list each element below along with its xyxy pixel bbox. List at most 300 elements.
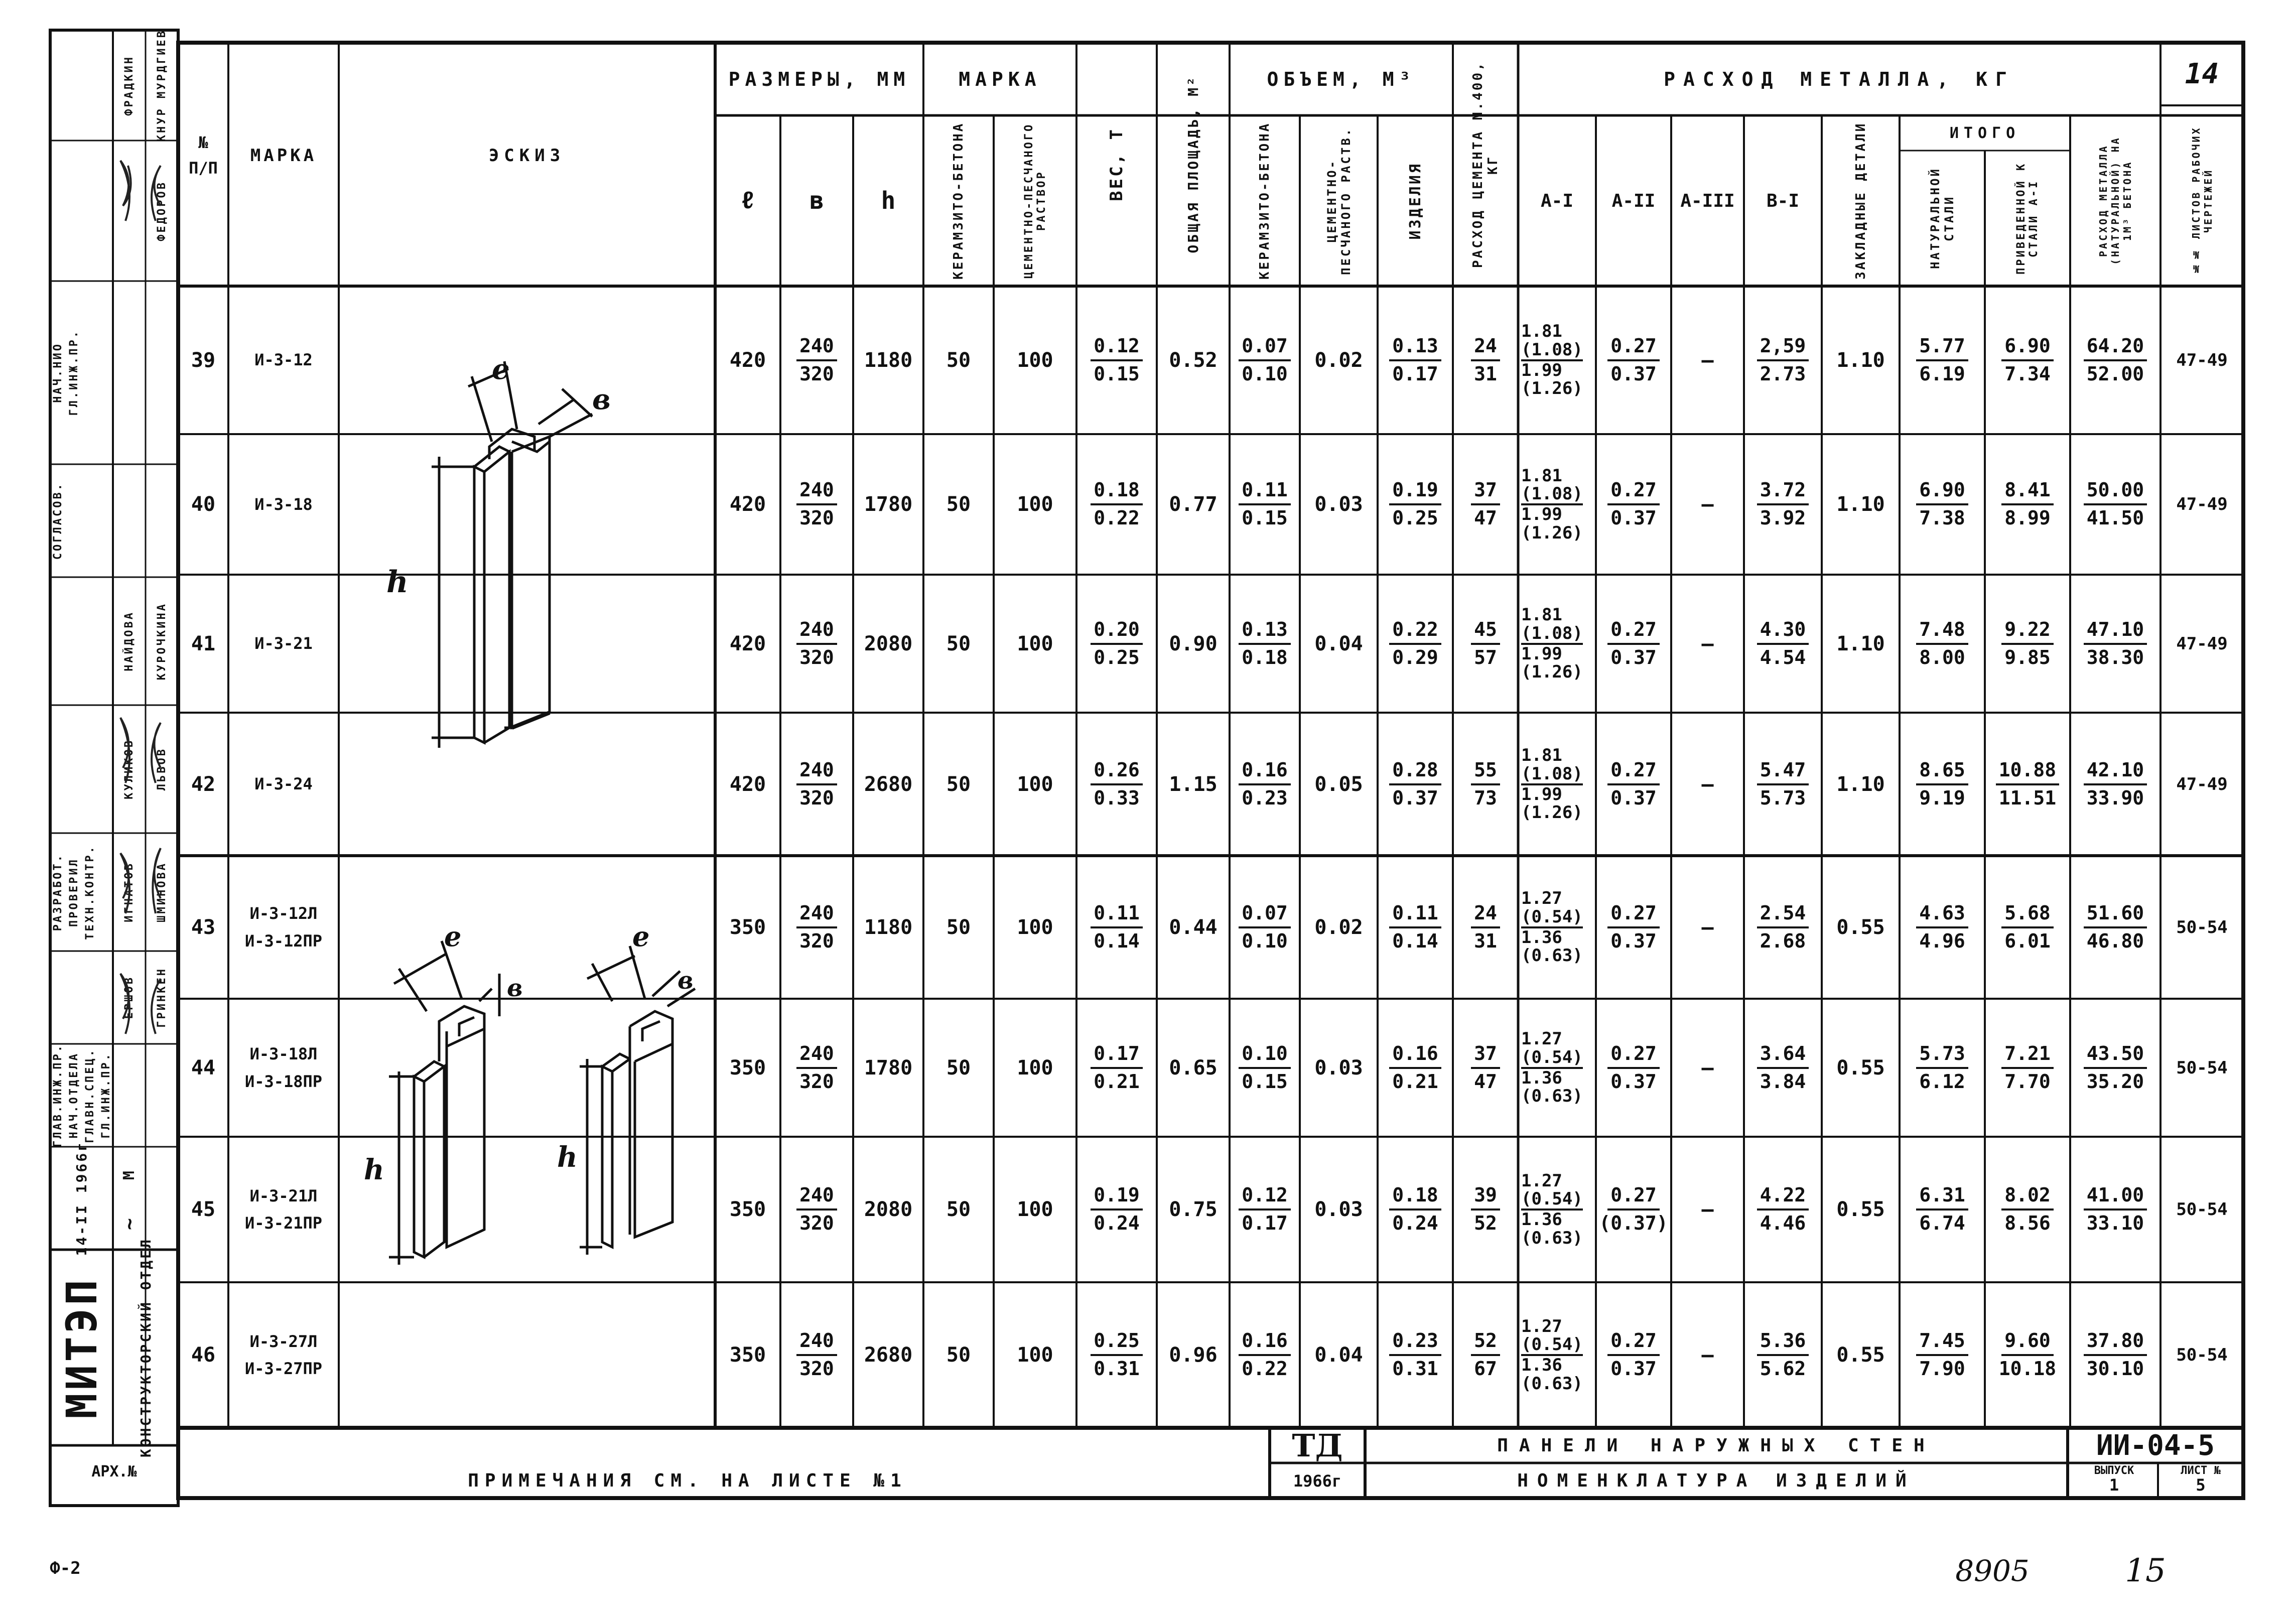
row-vol-izdelia-fraction: [1389, 619, 1441, 668]
row-marka: [228, 999, 339, 1137]
row-width: [780, 713, 853, 856]
row-length-text: 350: [729, 1056, 766, 1080]
row-sheets: [2160, 286, 2243, 434]
row-steel-a1-stack: [1518, 606, 1583, 682]
sketch-label-e: e: [444, 920, 462, 953]
row-total-natural: [1900, 286, 1985, 434]
row-vol-keramzit-numerator: 0.07: [1239, 335, 1291, 361]
row-vol-izdelia-fraction: [1389, 1043, 1441, 1093]
row-total-natural-numerator: 6.31: [1916, 1184, 1968, 1211]
row-total-reduced-fraction: [2001, 902, 2054, 952]
row-steel-a2: [1596, 575, 1671, 713]
org-mark-m: М: [120, 1168, 138, 1180]
row-keramzit-grade-text: 50: [946, 772, 971, 796]
row-sheets-text: 50-54: [2176, 1057, 2228, 1078]
row-steel-a1-value: (1.08): [1521, 341, 1583, 361]
row-vol-cement: [1300, 713, 1378, 856]
row-sheets-text: 47-49: [2176, 350, 2228, 370]
row-weight: [1076, 713, 1157, 856]
row-total-natural-fraction: [1916, 479, 1968, 529]
row-total-reduced-fraction: [1996, 759, 2059, 809]
row-width-numerator: 240: [796, 619, 837, 645]
row-steel-a2-fraction: [1607, 479, 1660, 529]
sheet-code: ИИ-04-5: [2096, 1429, 2215, 1462]
row-embedded-parts-text: 0.55: [1836, 915, 1885, 939]
sidebar-label: РАЗРАБОТ.: [51, 853, 64, 931]
row-vol-izdelia: [1378, 434, 1453, 575]
row-cement-use-denominator: 47: [1474, 1070, 1497, 1093]
row-weight: [1076, 1137, 1157, 1282]
row-weight-numerator: 0.11: [1091, 902, 1143, 928]
row-number-text: 44: [191, 1056, 216, 1080]
row-area-text: 0.75: [1169, 1198, 1218, 1221]
row-cement-use: [1453, 434, 1518, 575]
row-area-text: 0.96: [1169, 1343, 1218, 1367]
list-value: 5: [2196, 1475, 2206, 1495]
row-steel-a2: [1596, 856, 1671, 999]
row-weight: [1076, 999, 1157, 1137]
row-steel-a1: [1518, 286, 1596, 434]
panel-sketch-corner: [339, 856, 715, 1428]
org-department: КОНСТРУКТОРСКИЙ ОТДЕЛ: [137, 1238, 154, 1458]
row-embedded-parts: [1822, 434, 1900, 575]
row-steel-a1: [1518, 856, 1596, 999]
row-vol-izdelia-denominator: 0.37: [1392, 786, 1438, 809]
row-keramzit-grade: [923, 1282, 994, 1428]
row-total-reduced-denominator: 11.51: [1998, 786, 2057, 809]
row-weight-fraction: [1091, 759, 1143, 809]
row-weight: [1076, 856, 1157, 999]
row-vol-keramzit-fraction: [1239, 902, 1291, 952]
row-total-natural-denominator: 6.74: [1919, 1212, 1965, 1234]
row-steel-a1-value: 1.81: [1521, 605, 1562, 625]
row-number: [178, 1282, 228, 1428]
row-total-natural: [1900, 434, 1985, 575]
row-total-reduced-fraction: [1999, 1330, 2056, 1380]
row-steel-a1: [1518, 1282, 1596, 1428]
row-total-natural-numerator: 7.48: [1916, 619, 1968, 645]
row-total-natural-denominator: 4.96: [1919, 929, 1965, 952]
row-keramzit-grade-text: 50: [946, 1343, 971, 1367]
row-weight-denominator: 0.24: [1094, 1212, 1140, 1234]
row-height-text: 2080: [864, 632, 913, 655]
row-cement-use: [1453, 999, 1518, 1137]
row-length: [715, 1282, 780, 1428]
row-steel-a1-value: (1.08): [1521, 765, 1583, 785]
row-vol-cement: [1300, 575, 1378, 713]
row-vol-izdelia-numerator: 0.18: [1389, 1184, 1441, 1211]
row-width: [780, 575, 853, 713]
row-height-text: 1180: [864, 348, 913, 372]
row-width-fraction: [796, 759, 837, 809]
vypusk-value: 1: [2109, 1475, 2119, 1495]
row-steel-a2: [1596, 434, 1671, 575]
row-length: [715, 1137, 780, 1282]
row-width-denominator: 320: [799, 1358, 834, 1380]
row-vol-cement-text: 0.04: [1314, 632, 1363, 655]
row-steel-a2-fraction: [1607, 1330, 1660, 1380]
row-steel-v1: [1744, 1137, 1822, 1282]
row-width-denominator: 320: [799, 362, 834, 385]
row-area-text: 0.44: [1169, 915, 1218, 939]
row-width-numerator: 240: [796, 1043, 837, 1069]
row-cement-use-fraction: [1471, 619, 1500, 668]
title-year: 1966г: [1293, 1471, 1342, 1491]
row-weight-fraction: [1091, 902, 1143, 952]
row-steel-a1-value: 1.81: [1521, 321, 1562, 342]
row-steel-per-m3: [2070, 856, 2160, 999]
row-steel-per-m3-numerator: 42.10: [2084, 759, 2147, 785]
row-keramzit-grade-text: 50: [946, 1056, 971, 1080]
row-vol-keramzit-numerator: 0.11: [1239, 479, 1291, 505]
row-total-natural-fraction: [1916, 335, 1968, 385]
row-total-natural: [1900, 999, 1985, 1137]
row-marka-text: И-3-12Л: [249, 904, 318, 923]
row-vol-izdelia-fraction: [1389, 335, 1441, 385]
row-vol-izdelia-numerator: 0.23: [1389, 1330, 1441, 1356]
row-steel-a3-text: —: [1701, 493, 1714, 516]
row-cement-grade: [994, 999, 1076, 1137]
handwritten-page: 15: [2125, 1552, 2166, 1589]
row-weight-fraction: [1091, 479, 1143, 529]
row-steel-a1-value: (1.26): [1521, 522, 1583, 543]
header-obem-cement: ЦЕМЕНТНО-ПЕСЧАНОГО РАСТВ.: [1324, 126, 1353, 275]
row-width-fraction: [796, 479, 837, 529]
row-cement-grade: [994, 434, 1076, 575]
row-vol-izdelia-fraction: [1389, 759, 1441, 809]
row-steel-a1-value: 1.99: [1521, 784, 1562, 804]
list-label: ЛИСТ №: [2181, 1464, 2221, 1477]
row-sheets: [2160, 1137, 2243, 1282]
row-weight-fraction: [1091, 335, 1143, 385]
row-number-text: 46: [191, 1343, 216, 1367]
row-vol-keramzit-numerator: 0.12: [1239, 1184, 1291, 1211]
row-cement-grade-text: 100: [1017, 1056, 1053, 1080]
row-steel-per-m3-fraction: [2084, 902, 2147, 952]
row-vol-keramzit-denominator: 0.15: [1242, 1070, 1288, 1093]
row-steel-a2-denominator: 0.37: [1610, 929, 1657, 952]
archive-label: АРХ.№: [91, 1463, 137, 1481]
row-vol-izdelia: [1378, 286, 1453, 434]
row-area-text: 0.52: [1169, 348, 1218, 372]
row-steel-a2-denominator: 0.37: [1610, 786, 1657, 809]
row-vol-cement: [1300, 434, 1378, 575]
row-steel-a2-fraction: [1607, 619, 1660, 668]
header-privedeno: ПРИВЕДЕННОЙ К СТАЛИ А-I: [2015, 162, 2040, 275]
row-vol-izdelia-numerator: 0.28: [1389, 759, 1441, 785]
row-embedded-parts: [1822, 999, 1900, 1137]
row-steel-a1-value: 1.81: [1521, 465, 1562, 486]
row-steel-a1-value: (0.63): [1521, 1373, 1583, 1394]
row-height: [853, 713, 923, 856]
row-vol-keramzit-denominator: 0.10: [1242, 929, 1288, 952]
row-steel-per-m3-numerator: 51.60: [2084, 902, 2147, 928]
row-total-reduced: [1985, 1137, 2070, 1282]
row-steel-a3: [1671, 434, 1744, 575]
row-cement-use-fraction: [1471, 902, 1500, 952]
row-cement-use-numerator: 24: [1471, 335, 1500, 361]
row-total-reduced: [1985, 434, 2070, 575]
row-steel-per-m3: [2070, 434, 2160, 575]
row-vol-keramzit-numerator: 0.16: [1239, 759, 1291, 785]
sidebar-name: КУРОЧКИНА: [156, 602, 168, 681]
row-marka-text: И-3-12ПР: [244, 931, 323, 951]
row-total-natural-denominator: 9.19: [1919, 786, 1965, 809]
row-weight: [1076, 434, 1157, 575]
org-name: МИТЭП: [57, 1276, 106, 1419]
row-steel-per-m3-denominator: 41.50: [2086, 507, 2144, 529]
row-vol-cement-text: 0.02: [1314, 348, 1363, 372]
row-vol-keramzit: [1230, 1282, 1300, 1428]
sidebar-label: ГЛАВ.ИНЖ.ПР.: [51, 1043, 64, 1147]
row-total-natural-denominator: 7.38: [1919, 507, 1965, 529]
row-marka: [228, 434, 339, 575]
row-vol-izdelia-denominator: 0.31: [1392, 1358, 1438, 1380]
row-weight-numerator: 0.25: [1091, 1330, 1143, 1356]
row-cement-use-numerator: 24: [1471, 902, 1500, 928]
row-steel-v1-fraction: [1757, 1330, 1809, 1380]
row-marka-text: И-3-21Л: [249, 1186, 318, 1205]
row-embedded-parts: [1822, 575, 1900, 713]
row-total-natural: [1900, 713, 1985, 856]
row-cement-grade: [994, 575, 1076, 713]
row-embedded-parts-text: 0.55: [1836, 1056, 1885, 1080]
row-steel-v1-numerator: 5.47: [1757, 759, 1809, 785]
row-total-natural-fraction: [1916, 1330, 1968, 1380]
row-steel-per-m3: [2070, 286, 2160, 434]
row-number: [178, 713, 228, 856]
row-steel-per-m3-denominator: 35.20: [2086, 1070, 2144, 1093]
row-marka-text: И-3-27Л: [249, 1331, 318, 1351]
row-height-text: 2680: [864, 772, 913, 796]
row-steel-a2: [1596, 286, 1671, 434]
header-zaklad: ЗАКЛАДНЫЕ ДЕТАЛИ: [1853, 121, 1868, 280]
row-vol-cement: [1300, 1137, 1378, 1282]
row-vol-keramzit: [1230, 713, 1300, 856]
row-area: [1157, 575, 1230, 713]
header-ves: ВЕС, Т: [1107, 127, 1127, 201]
row-width-numerator: 240: [796, 902, 837, 928]
row-width-numerator: 240: [796, 479, 837, 505]
row-vol-keramzit-denominator: 0.18: [1242, 646, 1288, 668]
row-vol-keramzit-numerator: 0.13: [1239, 619, 1291, 645]
row-total-reduced-denominator: 8.99: [2004, 507, 2051, 529]
sidebar-top-label: КНУР МУРДГИЕВ: [156, 29, 168, 142]
row-steel-v1-denominator: 2.73: [1760, 362, 1806, 385]
row-weight-fraction: [1091, 1330, 1143, 1380]
org-mark-tilde: ~: [117, 1216, 141, 1231]
row-steel-per-m3-fraction: [2084, 759, 2147, 809]
row-vol-keramzit-fraction: [1239, 1043, 1291, 1093]
row-steel-a1-value: 1.81: [1521, 745, 1562, 766]
row-steel-a1-value: (1.08): [1521, 485, 1583, 505]
row-steel-a1-value: (0.63): [1521, 1086, 1583, 1107]
row-embedded-parts: [1822, 713, 1900, 856]
sketch-label-e: e: [492, 353, 510, 386]
row-width-denominator: 320: [799, 1212, 834, 1234]
row-total-reduced-denominator: 6.01: [2004, 929, 2051, 952]
row-steel-v1-numerator: 4.22: [1757, 1184, 1809, 1211]
header-itogo: ИТОГО: [1949, 124, 2020, 142]
row-embedded-parts-text: 1.10: [1836, 348, 1885, 372]
row-keramzit-grade: [923, 286, 994, 434]
row-sheets-text: 47-49: [2176, 774, 2228, 794]
row-height-text: 2080: [864, 1198, 913, 1221]
row-length-text: 420: [729, 348, 766, 372]
header-ploshad: ОБЩАЯ ПЛОЩАДЬ, М²: [1185, 75, 1201, 253]
row-steel-a3-text: —: [1701, 772, 1714, 796]
row-steel-a2: [1596, 1282, 1671, 1428]
row-marka-text: И-3-18Л: [249, 1044, 318, 1064]
row-sheets: [2160, 999, 2243, 1137]
row-steel-a2-numerator: 0.27: [1607, 759, 1660, 785]
row-width-numerator: 240: [796, 1184, 837, 1211]
row-sheets: [2160, 434, 2243, 575]
row-cement-grade: [994, 713, 1076, 856]
row-cement-use-denominator: 57: [1474, 646, 1497, 668]
row-vol-izdelia-denominator: 0.17: [1392, 362, 1438, 385]
row-width: [780, 999, 853, 1137]
row-weight: [1076, 286, 1157, 434]
row-vol-cement-text: 0.03: [1314, 493, 1363, 516]
row-total-reduced-denominator: 8.56: [2004, 1212, 2051, 1234]
sketch-label-h: h: [364, 1153, 384, 1186]
row-steel-a2-denominator: 0.37: [1610, 362, 1657, 385]
row-vol-cement-text: 0.05: [1314, 772, 1363, 796]
row-steel-v1-denominator: 4.46: [1760, 1212, 1806, 1234]
row-steel-a1-value: (0.54): [1521, 1335, 1583, 1356]
row-steel-a1-value: (0.63): [1521, 1228, 1583, 1248]
row-length-text: 350: [729, 1198, 766, 1221]
row-area: [1157, 856, 1230, 999]
row-embedded-parts-text: 0.55: [1836, 1198, 1885, 1221]
row-steel-a1-value: 1.99: [1521, 360, 1562, 380]
row-steel-a2-numerator: 0.27: [1607, 1330, 1660, 1356]
header-listy: №№ ЛИСТОВ РАБОЧИХ ЧЕРТЕЖЕЙ: [2190, 126, 2214, 276]
row-steel-a1-stack: [1518, 746, 1583, 822]
row-steel-a2-fraction: [1607, 759, 1660, 809]
row-embedded-parts: [1822, 856, 1900, 999]
row-length-text: 420: [729, 772, 766, 796]
row-embedded-parts: [1822, 1137, 1900, 1282]
row-weight-fraction: [1091, 1043, 1143, 1093]
row-steel-a1-value: 1.36: [1521, 1067, 1562, 1088]
row-cement-grade: [994, 1282, 1076, 1428]
row-sheets: [2160, 856, 2243, 999]
row-width-denominator: 320: [799, 646, 834, 668]
row-steel-a1: [1518, 575, 1596, 713]
sketch-label-b: в: [678, 967, 694, 995]
row-width-denominator: 320: [799, 929, 834, 952]
row-cement-use-numerator: 37: [1471, 1043, 1500, 1069]
row-steel-v1-fraction: [1757, 1184, 1809, 1234]
bottom-left-mark: Ф-2: [50, 1558, 81, 1578]
row-total-natural-fraction: [1916, 759, 1968, 809]
row-total-reduced-denominator: 7.34: [2004, 362, 2051, 385]
row-vol-keramzit-fraction: [1239, 479, 1291, 529]
row-cement-use-numerator: 55: [1471, 759, 1500, 785]
row-marka-text: И-3-21ПР: [244, 1214, 323, 1233]
row-cement-use: [1453, 286, 1518, 434]
row-keramzit-grade: [923, 575, 994, 713]
row-steel-v1: [1744, 575, 1822, 713]
sidebar-label: ТЕХН.КОНТР.: [83, 844, 96, 940]
header-a3: А-III: [1680, 190, 1735, 211]
vypusk-label: ВЫПУСК: [2094, 1464, 2134, 1477]
row-cement-use: [1453, 575, 1518, 713]
row-keramzit-grade-text: 50: [946, 1198, 971, 1221]
sidebar-name: ШМИНОВА: [156, 862, 168, 922]
row-height-text: 1780: [864, 1056, 913, 1080]
row-weight-denominator: 0.31: [1094, 1358, 1140, 1380]
row-total-reduced-numerator: 9.60: [2001, 1330, 2054, 1356]
row-total-reduced-numerator: 6.90: [2001, 335, 2054, 361]
row-weight-numerator: 0.18: [1091, 479, 1143, 505]
row-steel-v1: [1744, 434, 1822, 575]
row-steel-per-m3-numerator: 41.00: [2084, 1184, 2147, 1211]
row-total-natural-numerator: 5.77: [1916, 335, 1968, 361]
row-keramzit-grade: [923, 1137, 994, 1282]
row-cement-use-fraction: [1471, 1330, 1500, 1380]
row-weight-denominator: 0.22: [1094, 507, 1140, 529]
row-steel-per-m3: [2070, 1137, 2160, 1282]
row-steel-a3-text: —: [1701, 632, 1714, 655]
row-steel-v1-numerator: 4.30: [1757, 619, 1809, 645]
row-width-numerator: 240: [796, 1330, 837, 1356]
row-steel-v1-numerator: 3.64: [1757, 1043, 1809, 1069]
row-number-text: 42: [191, 772, 216, 796]
row-steel-a1-stack: [1518, 889, 1583, 965]
row-vol-izdelia-denominator: 0.25: [1392, 507, 1438, 529]
row-vol-cement-text: 0.02: [1314, 915, 1363, 939]
row-total-reduced: [1985, 856, 2070, 999]
row-steel-a3-text: —: [1701, 915, 1714, 939]
row-steel-per-m3: [2070, 713, 2160, 856]
sidebar-name: ФЕДОРОВ: [156, 180, 168, 241]
sidebar-label: НАЧ.ОТДЕЛА: [67, 1052, 80, 1139]
row-cement-use-fraction: [1471, 335, 1500, 385]
row-weight-denominator: 0.21: [1094, 1070, 1140, 1093]
row-steel-v1-denominator: 3.92: [1760, 507, 1806, 529]
row-total-natural-fraction: [1916, 902, 1968, 952]
row-embedded-parts: [1822, 286, 1900, 434]
row-steel-a2: [1596, 1137, 1671, 1282]
row-height: [853, 999, 923, 1137]
row-steel-per-m3-numerator: 47.10: [2084, 619, 2147, 645]
row-total-natural-fraction: [1916, 1184, 1968, 1234]
row-sheets: [2160, 713, 2243, 856]
row-total-reduced-fraction: [2001, 479, 2054, 529]
row-vol-izdelia-denominator: 0.29: [1392, 646, 1438, 668]
row-total-natural: [1900, 1137, 1985, 1282]
row-number: [178, 1137, 228, 1282]
sidebar-name: ИГНАТОВ: [123, 862, 136, 922]
row-steel-a1-value: (0.63): [1521, 946, 1583, 966]
row-marka-text: И-3-18: [254, 494, 313, 514]
row-vol-keramzit: [1230, 1137, 1300, 1282]
row-total-reduced: [1985, 1282, 2070, 1428]
row-height-text: 2680: [864, 1343, 913, 1367]
sketch-label-e: e: [632, 920, 650, 953]
row-steel-per-m3-denominator: 30.10: [2086, 1358, 2144, 1380]
row-total-natural-numerator: 8.65: [1916, 759, 1968, 785]
sketch-label-b: в: [507, 974, 523, 1002]
org-date: 14-II 1966г: [73, 1140, 90, 1256]
row-area: [1157, 434, 1230, 575]
header-eskiz: ЭСКИЗ: [488, 146, 566, 166]
header-h: h: [881, 187, 896, 215]
row-total-reduced-numerator: 8.41: [2001, 479, 2054, 505]
